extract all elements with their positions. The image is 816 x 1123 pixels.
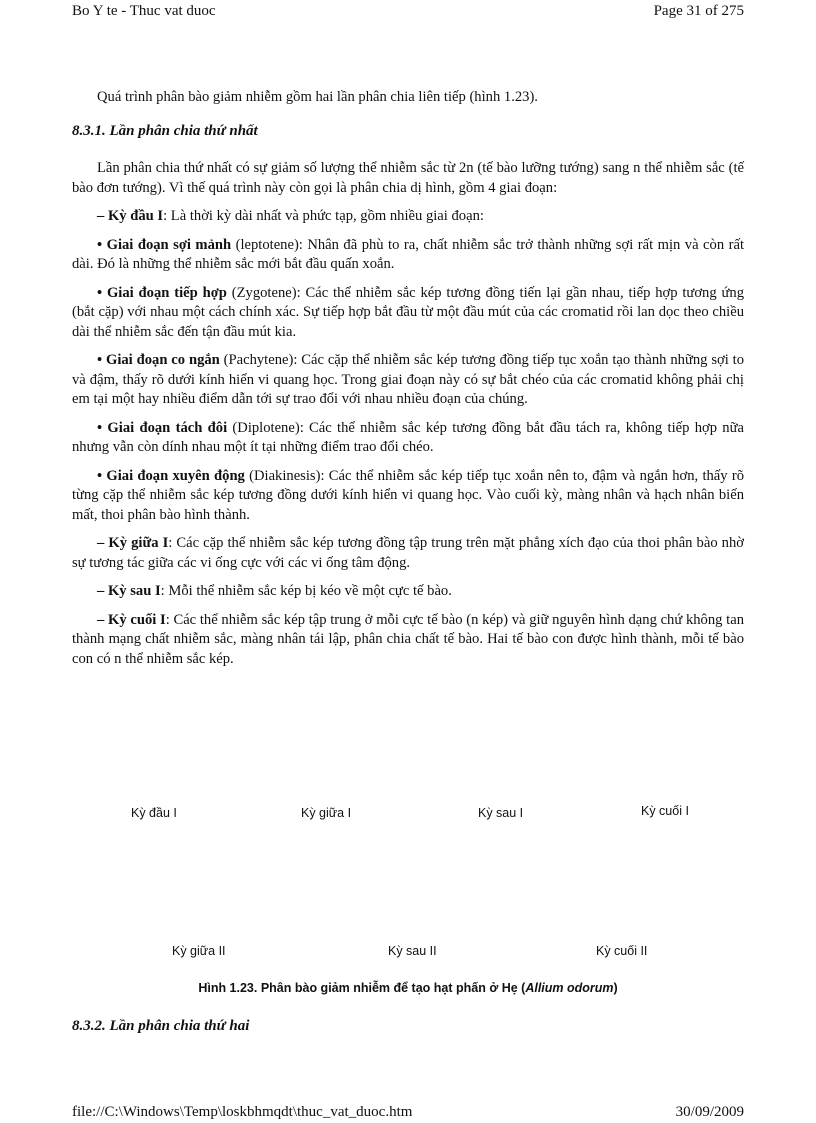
file-path: file://C:\Windows\Temp\loskbhmqdt\thuc_vat_duoc.htm	[72, 1104, 413, 1120]
intro-paragraph: Quá trình phân bào giảm nhiễm gồm hai lần phân chia liên tiếp (hình 1.23).	[97, 89, 538, 105]
stage-text: : Là thời kỳ dài nhất và phức tạp, gồm nhiều giai đoạn:	[163, 208, 484, 224]
stage-term: – Kỳ đầu I	[97, 208, 164, 224]
stage-item	[72, 236, 744, 275]
caption-suffix: )	[613, 981, 618, 995]
figure-label-anaphase-1: Kỳ sau I	[478, 806, 524, 820]
section-paragraph: Lần phân chia thứ nhất có sự giảm số lượng thể nhiễm sắc từ 2n (tế bào lưỡng tướng) sang n thể nhiễm sắc (tế bào đơn tướng). Vì thế quá trình này còn gọi là phân chia dị hình, gồm 4 giai đoạn:	[72, 160, 744, 196]
figure-label-anaphase-2: Kỳ sau II	[388, 944, 437, 958]
stage-text: (Zygotene): Các thể nhiễm sắc kép tương đồng tiến lại gần nhau, tiếp hợp tương ứng (bắt cặp) với nhau một cách chính xác. Sự tiếp hợp bắt đầu từ một đầu mút của các cromatid rồi lan dọc theo chiều dài thể nhiễm sắc đến tận đầu mút kia.	[72, 284, 744, 340]
stage-item	[72, 582, 744, 602]
section-heading-1: 8.3.1. Lần phân chia thứ nhất	[72, 122, 258, 139]
figure-label-telophase-2: Kỳ cuối II	[596, 944, 648, 958]
figure-label-telophase-1: Kỳ cuối I	[641, 804, 689, 818]
stage-text: (Diakinesis): Các thể nhiễm sắc kép tiếp tục xoắn nên to, đậm và ngắn hơn, thấy rõ từng cặp thể nhiễm sắc kép tương đồng dưới kính hiển vi quang học. Vào cuối kỳ, màng nhân và hạch nhân biến mất, thoi phân bào hình thành.	[72, 467, 744, 523]
stage-text: : Mỗi thể nhiễm sắc kép bị kéo về một cực tế bào.	[160, 583, 452, 599]
stage-item	[72, 611, 744, 670]
header-title: Bo Y te - Thuc vat duoc	[72, 3, 216, 19]
figure-label-metaphase-1: Kỳ giữa I	[301, 806, 352, 820]
stage-item	[72, 351, 744, 410]
caption-species: Allium odorum	[525, 981, 614, 995]
stage-term: – Kỳ cuối I	[97, 611, 166, 628]
stage-term: • Giai đoạn xuyên động	[97, 467, 245, 484]
stage-term: • Giai đoạn tách đôi	[97, 419, 228, 436]
print-date: 30/09/2009	[675, 1104, 744, 1120]
figure-label-prophase-1: Kỳ đầu I	[131, 806, 177, 820]
stage-item	[72, 534, 744, 573]
figure-label-metaphase-2: Kỳ giữa II	[172, 944, 226, 958]
page-number: Page 31 of 275	[653, 3, 744, 19]
stage-item	[72, 207, 744, 227]
figure-caption	[0, 981, 816, 995]
stage-text: (leptotene): Nhân đã phù to ra, chất nhiễm sắc trở thành những sợi rất mịn và còn rất dài. Đó là những thể nhiễm sắc mới bắt đầu quấn xoắn.	[72, 236, 744, 272]
stage-item	[72, 284, 744, 343]
document-body	[72, 88, 744, 678]
stage-text: (Pachytene): Các cặp thể nhiễm sắc kép tương đồng tiếp tục xoắn tạo thành những sợi to và đậm, thấy rõ dưới kính hiển vi quang học. Trong giai đoạn này có sự bắt chéo của các cromatid không phải chị em tại một hay nhiều điểm dẫn tới sự trao đổi với nhau nhiều đoạn của chúng.	[72, 352, 744, 407]
stage-text: (Diplotene): Các thể nhiễm sắc kép tương đồng bắt đầu tách ra, không tiếp hợp nữa nhưng vẫn còn dính nhau một ít tại những điểm trao đổi chéo.	[72, 419, 744, 455]
stage-item	[72, 467, 744, 526]
section-heading-2: 8.3.2. Lần phân chia thứ hai	[72, 1018, 250, 1034]
stage-item	[72, 419, 744, 458]
caption-text: Hình 1.23. Phân bào giảm nhiễm để tạo hạt phấn ở Hẹ (	[198, 981, 526, 995]
stage-term: • Giai đoạn co ngắn	[97, 352, 220, 368]
stage-text: : Các thể nhiễm sắc kép tập trung ở mỗi cực tế bào (n kép) và giữ nguyên hình dạng chứ không tan thành mạng chất nhiễm sắc, màng nhân tái lập, phân chia chất tế bào. Hai tế bào con được hình thành, mỗi tế bào con có n thể nhiễm sắc kép.	[72, 611, 744, 667]
stage-term: • Giai đoạn sợi mảnh	[97, 236, 232, 253]
stage-term: • Giai đoạn tiếp hợp	[97, 284, 227, 301]
stage-term: – Kỳ sau I	[97, 583, 161, 599]
stage-text: : Các cặp thể nhiễm sắc kép tương đồng tập trung trên mặt phẳng xích đạo của thoi phân bào nhờ sự tương tác giữa các vi ống cực với các vi ống tâm động.	[72, 535, 744, 571]
stage-term: – Kỳ giữa I	[97, 535, 169, 551]
